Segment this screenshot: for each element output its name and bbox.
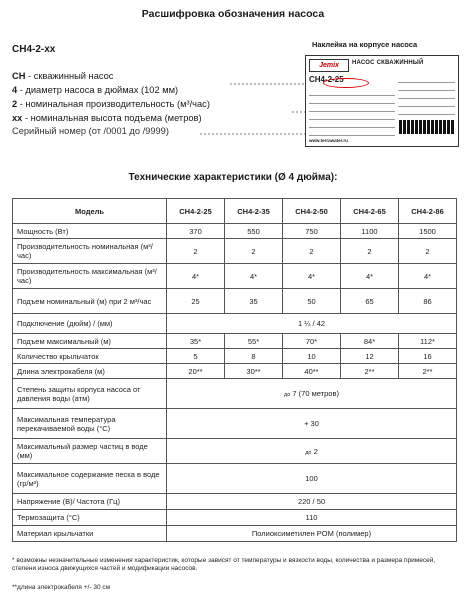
cell: 86	[399, 289, 457, 314]
barcode-icon	[399, 120, 455, 134]
table-row	[13, 239, 457, 264]
row-name: Степень защиты корпуса насоса от давления воды (атм)	[13, 379, 167, 409]
nameplate	[305, 55, 459, 147]
decode-code: CH	[12, 71, 26, 81]
header-model-col: CH4-2-35	[225, 199, 283, 224]
cell: 84*	[341, 334, 399, 349]
cell: 35*	[167, 334, 225, 349]
row-name: Материал крыльчатки	[13, 526, 167, 542]
header-model-col: CH4-2-65	[341, 199, 399, 224]
nameplate-rows	[309, 88, 395, 136]
cell: 750	[283, 224, 341, 239]
header-model-col: CH4-2-86	[399, 199, 457, 224]
table-row	[13, 264, 457, 289]
row-name: Производительность максимальная (м³/час)	[13, 264, 167, 289]
row-name: Термозащита (°C)	[13, 510, 167, 526]
highlight-ring	[323, 78, 369, 88]
cell: 8	[225, 349, 283, 364]
table-row	[13, 464, 457, 494]
cell: 40**	[283, 364, 341, 379]
nameplate-right-rows	[398, 75, 455, 115]
row-name: Максимальное содержание песка в воде (гр/м³)	[13, 464, 167, 494]
cell: 4*	[341, 264, 399, 289]
row-name: Производительность номинальная (м³/час)	[13, 239, 167, 264]
cell: 55*	[225, 334, 283, 349]
model-code: CH4-2-xx	[12, 44, 56, 55]
table-row	[13, 510, 457, 526]
cell: 16	[399, 349, 457, 364]
cell: 50	[283, 289, 341, 314]
nameplate-title: НАСОС СКВАЖИННЫЙ	[352, 60, 424, 66]
nameplate-website: www.terrawater.ru	[309, 138, 348, 143]
row-name: Подъем максимальный (м)	[13, 334, 167, 349]
table-row	[13, 314, 457, 334]
table-row	[13, 409, 457, 439]
cell: 2	[225, 239, 283, 264]
specs-table	[12, 198, 457, 542]
row-name: Подключение (дюйм) / (мм)	[13, 314, 167, 334]
span-value: 7 (70 метров)	[292, 389, 339, 398]
prefix-text: до	[284, 392, 291, 398]
header-model: Модель	[13, 199, 167, 224]
cell-span: + 30	[167, 409, 457, 439]
table-row	[13, 526, 457, 542]
row-name: Максимальный размер частиц в воде (мм)	[13, 439, 167, 464]
cell: 4*	[225, 264, 283, 289]
decode-code: xx	[12, 113, 23, 123]
table-row	[13, 494, 457, 510]
cell: 2	[399, 239, 457, 264]
nameplate-row	[398, 107, 455, 115]
nameplate-model: CH4-2-25	[309, 75, 344, 84]
table-header-row	[13, 199, 457, 224]
row-name: Количество крыльчаток	[13, 349, 167, 364]
cell: 2**	[399, 364, 457, 379]
row-name: Подъем номинальный (м) при 2 м³/час	[13, 289, 167, 314]
cell: 25	[167, 289, 225, 314]
row-name: Длина электрокабеля (м)	[13, 364, 167, 379]
cell: 4*	[399, 264, 457, 289]
cell-span	[167, 379, 457, 409]
nameplate-row	[398, 83, 455, 91]
cell-span: 110	[167, 510, 457, 526]
specs-title: Технические характеристики (Ø 4 дюйма):	[128, 172, 338, 183]
cell: 35	[225, 289, 283, 314]
cell: 65	[341, 289, 399, 314]
cell: 550	[225, 224, 283, 239]
cell: 70*	[283, 334, 341, 349]
header-model-col: CH4-2-25	[167, 199, 225, 224]
row-name: Напряжение (В)/ Частота (Гц)	[13, 494, 167, 510]
table-row	[13, 364, 457, 379]
footnote-2: **длина электрокабеля +/- 30 см	[12, 584, 111, 591]
label-caption: Наклейка на корпусе насоса	[312, 40, 418, 49]
prefix-text: до	[305, 449, 312, 456]
cell: 2	[167, 239, 225, 264]
nameplate-row	[398, 99, 455, 107]
table-row	[13, 224, 457, 239]
table-row	[13, 289, 457, 314]
table-row	[13, 349, 457, 364]
nameplate-row	[309, 104, 395, 112]
nameplate-row	[309, 96, 395, 104]
nameplate-row	[309, 112, 395, 120]
footnote-1: * возможны незначительные изменения характеристик, которые зависят от температуры и вязкости воды, количества и размера примесей, степени износа движущихся частей и модификации насосов.	[12, 557, 436, 572]
nameplate-row	[309, 128, 395, 136]
header-model-col: CH4-2-50	[283, 199, 341, 224]
cell: 12	[341, 349, 399, 364]
span-value: 2	[313, 446, 318, 456]
cell: 10	[283, 349, 341, 364]
cell: 2**	[341, 364, 399, 379]
row-name: Максимальная температура перекачиваемой воды (°C)	[13, 409, 167, 439]
table-row	[13, 439, 457, 464]
table-row	[13, 379, 457, 409]
nameplate-row	[309, 120, 395, 128]
cell: 370	[167, 224, 225, 239]
cell: 5	[167, 349, 225, 364]
cell-span: 1 ¼ / 42	[167, 314, 457, 334]
cell: 1500	[399, 224, 457, 239]
row-name: Мощность (Вт)	[13, 224, 167, 239]
cell: 20**	[167, 364, 225, 379]
cell: 2	[283, 239, 341, 264]
decode-code: 4	[12, 85, 18, 95]
cell: 4*	[283, 264, 341, 289]
cell: 1100	[341, 224, 399, 239]
page-title: Расшифровка обозначения насоса	[141, 8, 325, 20]
decode-text: - номинальная производительность (м³/час)	[17, 99, 210, 109]
brand-logo: Jemix	[309, 59, 349, 72]
serial-number-text: Серийный номер (от /0001 до /9999)	[12, 126, 169, 136]
cell-span: 100	[167, 464, 457, 494]
decode-text: - скважинный насос	[25, 71, 114, 81]
decode-text: - диаметр насоса в дюймах (102 мм)	[17, 85, 179, 95]
decode-text: - номинальная высота подъема (метров)	[22, 113, 202, 123]
cell: 112*	[399, 334, 457, 349]
nameplate-row	[398, 75, 455, 83]
decode-code: 2	[12, 99, 18, 109]
cell: 2	[341, 239, 399, 264]
cell-span: Полиоксиметилен POM (полимер)	[167, 526, 457, 542]
cell-span: 220 / 50	[167, 494, 457, 510]
table-row	[13, 334, 457, 349]
nameplate-row	[398, 91, 455, 99]
cell-span	[167, 439, 457, 464]
nameplate-row	[309, 88, 395, 96]
cell: 4*	[167, 264, 225, 289]
cell: 30**	[225, 364, 283, 379]
